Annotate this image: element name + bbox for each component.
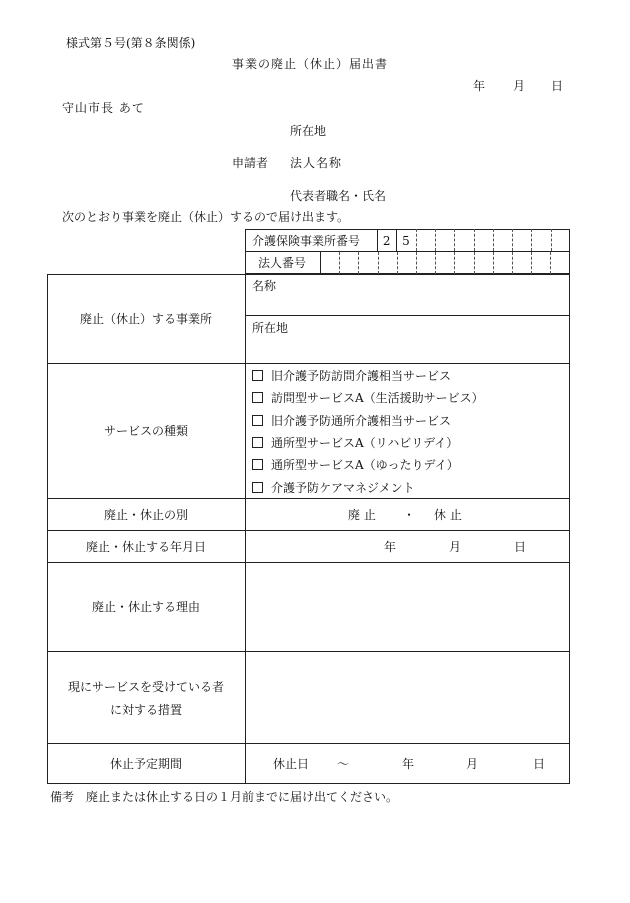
type-abolish: 廃 止: [348, 508, 376, 522]
table-subline: [245, 315, 570, 316]
corp-number-cell-divider: [454, 252, 456, 274]
row-date-day: 日: [514, 540, 527, 554]
reason-row-label: 廃止・休止する理由: [91, 600, 200, 614]
office-number-cell-divider: [435, 229, 437, 251]
applicant-address-label: 所在地: [290, 124, 327, 138]
corp-number-cell-divider: [474, 252, 476, 274]
service-option: [252, 436, 458, 450]
checkbox-icon[interactable]: [252, 415, 263, 426]
table-row-line: [47, 562, 570, 563]
table-row-line: [47, 651, 570, 652]
office-number-cell-divider: [493, 229, 495, 251]
statement: 次のとおり事業を廃止（休止）するので届け出ます。: [62, 210, 350, 224]
office-number-cell-divider: [512, 229, 514, 251]
office-address-label: 所在地: [252, 321, 289, 335]
type-row-label: 廃止・休止の別: [103, 508, 188, 522]
checkbox-icon[interactable]: [252, 482, 263, 493]
table-row-line: [47, 530, 570, 531]
service-option: [252, 481, 415, 495]
form-number: 様式第５号(第８条関係): [66, 36, 196, 50]
office-number-cell-divider: [551, 229, 553, 251]
type-separator: ・: [403, 508, 416, 522]
service-option-label: 旧介護予防通所介護相当サービス: [271, 413, 452, 428]
service-option-label: 旧介護予防訪問介護相当サービス: [271, 369, 452, 383]
date-month: 月: [513, 79, 526, 93]
service-option-label: 通所型サービスA（ゆったりデイ）: [271, 458, 459, 473]
corp-number-cell-divider: [378, 252, 380, 274]
measures-row-label-2: に対する措置: [109, 703, 182, 717]
table-row-line: [47, 498, 570, 499]
corp-number-cell-divider: [339, 252, 341, 274]
service-option: [252, 458, 459, 472]
table-column-divider: [245, 274, 246, 784]
office-number-cell-divider: [531, 229, 533, 251]
office-row-label: 廃止（休止）する事業所: [79, 312, 212, 326]
corp-number-cell-divider: [320, 252, 321, 274]
footer-note: 備考 廃止または休止する日の１月前までに届け出てください。: [50, 790, 399, 804]
office-number-cell-divider: [396, 229, 397, 251]
id-number-divider: [245, 251, 570, 252]
checkbox-icon[interactable]: [252, 459, 263, 470]
addressee: 守山市長 あて: [62, 101, 145, 115]
corp-number-cell-divider: [531, 252, 533, 274]
period-start-label: 休止日: [273, 757, 310, 771]
service-option-label: 訪問型サービスA（生活援助サービス）: [271, 391, 484, 406]
corp-number-cell-divider: [416, 252, 418, 274]
row-date-year: 年: [384, 540, 397, 554]
period-year: 年: [402, 757, 415, 771]
form-title: 事業の廃止（休止）届出書: [232, 57, 389, 71]
period-tilde: ～: [337, 757, 350, 771]
service-row-label: サービスの種類: [103, 424, 188, 438]
office-number-digit: 5: [402, 234, 410, 248]
corp-number-cell-divider: [550, 252, 552, 274]
measures-row-label-1: 現にサービスを受けている者: [67, 680, 224, 694]
office-number-cell-border: [377, 229, 378, 251]
period-row-label: 休止予定期間: [109, 757, 182, 771]
table-row-line: [47, 743, 570, 744]
checkbox-icon[interactable]: [252, 437, 263, 448]
period-day: 日: [533, 757, 546, 771]
corp-number-cell-divider: [512, 252, 514, 274]
office-number-label: 介護保険事業所番号: [252, 234, 361, 248]
office-number-cell-divider: [474, 229, 476, 251]
date-year: 年: [473, 79, 486, 93]
corp-name-label: 法人名称: [290, 156, 343, 170]
service-option: [252, 369, 451, 383]
row-date-month: 月: [449, 540, 462, 554]
service-option-label: 介護予防ケアマネジメント: [271, 480, 415, 495]
corp-number-cell-divider: [358, 252, 360, 274]
period-month: 月: [466, 757, 479, 771]
date-day: 日: [551, 79, 564, 93]
date-row-label: 廃止・休止する年月日: [85, 540, 206, 554]
corp-number-cell-divider: [435, 252, 437, 274]
checkbox-icon[interactable]: [252, 392, 263, 403]
office-number-cell-divider: [454, 229, 456, 251]
service-option: [252, 414, 451, 428]
office-name-label: 名称: [252, 279, 277, 293]
corp-number-label: 法人番号: [258, 256, 307, 270]
corp-number-cell-divider: [397, 252, 399, 274]
corp-number-cell-divider: [493, 252, 495, 274]
type-suspend: 休 止: [434, 508, 462, 522]
service-option: [252, 391, 484, 405]
office-number-digit: 2: [382, 234, 391, 248]
applicant-label: 申請者: [232, 156, 269, 170]
table-row-line: [47, 363, 570, 364]
office-number-cell-divider: [416, 229, 418, 251]
service-option-label: 通所型サービスA（リハビリデイ）: [271, 435, 459, 450]
representative-label: 代表者職名・氏名: [290, 189, 387, 203]
checkbox-icon[interactable]: [252, 370, 263, 381]
